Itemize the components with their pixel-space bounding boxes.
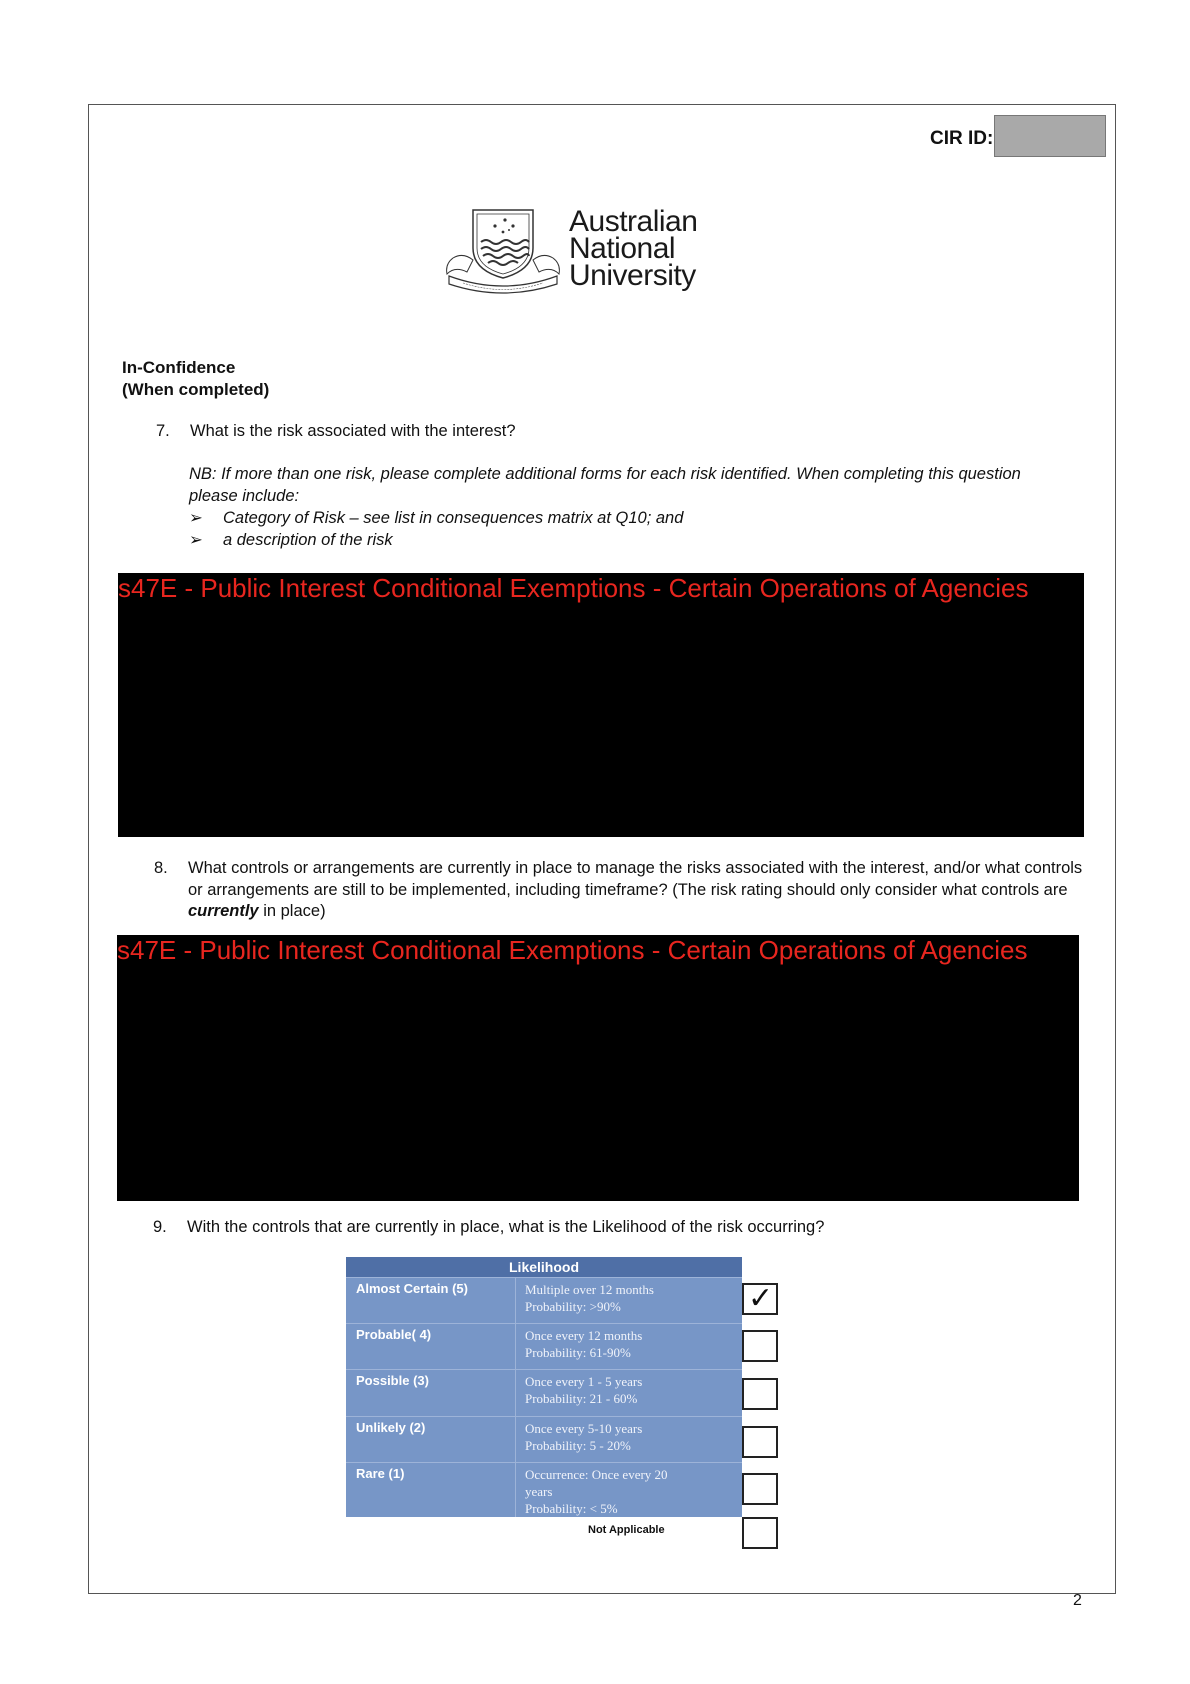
question-7-bullet-2: ➢ a description of the risk: [189, 531, 393, 549]
university-name-line-2: National: [569, 232, 676, 265]
likelihood-level: Rare (1): [356, 1466, 405, 1481]
cir-id-label: CIR ID:: [930, 128, 994, 149]
question-7: [156, 421, 1076, 445]
question-8-number: 8.: [154, 859, 168, 877]
likelihood-row: [346, 1369, 742, 1417]
likelihood-row: [346, 1416, 742, 1463]
checkbox-rare[interactable]: [742, 1473, 778, 1505]
question-8-emphasis: currently: [188, 902, 259, 920]
university-name: [569, 205, 698, 292]
likelihood-description: Multiple over 12 months Probability: >90%: [525, 1282, 654, 1314]
page-number: 2: [1073, 1592, 1082, 1609]
likelihood-row: [346, 1323, 742, 1370]
not-applicable-label: Not Applicable: [588, 1524, 665, 1536]
checkbox-not-applicable[interactable]: [742, 1517, 778, 1549]
likelihood-level: Probable( 4): [356, 1327, 432, 1342]
checkbox-almost-certain[interactable]: [742, 1283, 778, 1315]
likelihood-description: Once every 12 months Probability: 61-90%: [525, 1328, 643, 1360]
classification-line-1: In-Confidence: [122, 358, 236, 377]
redaction-label: s47E - Public Interest Conditional Exemptions - Certain Operations of Agencies: [118, 573, 1029, 603]
likelihood-table-title: Likelihood: [346, 1257, 742, 1277]
likelihood-row: [346, 1462, 742, 1518]
question-7-number: 7.: [156, 422, 170, 440]
question-8-text: What controls or arrangements are currently in place to manage the risks associated with the interest, and/or what controls or arrangements are still to be implemented, including timeframe? (The risk rating should only consider what controls are currently in place): [188, 859, 1083, 920]
university-name-line-3: University: [569, 259, 696, 292]
anu-crest-icon: [443, 204, 563, 302]
likelihood-row: [346, 1277, 742, 1324]
checkmark-icon: ✓: [748, 1282, 774, 1315]
question-9-number: 9.: [153, 1218, 167, 1236]
question-7-note: NB: If more than one risk, please complete additional forms for each risk identified. When completing this question please include:: [189, 465, 1021, 505]
classification: [122, 357, 269, 401]
checkbox-probable[interactable]: [742, 1330, 778, 1362]
classification-line-2: (When completed): [122, 380, 270, 399]
likelihood-level: Almost Certain (5): [356, 1281, 468, 1296]
university-name-line-1: Australian: [569, 205, 698, 238]
question-7-bullet-1: ➢ Category of Risk – see list in consequences matrix at Q10; and: [189, 509, 684, 527]
likelihood-description: Once every 5-10 years Probability: 5 - 20%: [525, 1421, 643, 1453]
question-8: [154, 858, 1094, 924]
arrow-bullet-icon: ➢: [189, 509, 203, 527]
likelihood-level: Possible (3): [356, 1373, 429, 1388]
likelihood-description: Occurrence: Once every 20 years Probability: < 5%: [525, 1467, 668, 1516]
checkbox-unlikely[interactable]: [742, 1426, 778, 1458]
cir-id-field[interactable]: [994, 115, 1106, 157]
redaction-block-q7: [118, 573, 1084, 837]
redaction-block-q8: [117, 935, 1079, 1201]
question-7-text: What is the risk associated with the interest?: [190, 422, 516, 440]
checkbox-possible[interactable]: [742, 1378, 778, 1410]
question-9-text: With the controls that are currently in place, what is the Likelihood of the risk occurring?: [187, 1218, 825, 1236]
redaction-label: s47E - Public Interest Conditional Exemptions - Certain Operations of Agencies: [117, 935, 1028, 965]
likelihood-table: [346, 1257, 742, 1517]
likelihood-level: Unlikely (2): [356, 1420, 426, 1435]
question-9: [153, 1217, 1073, 1241]
arrow-bullet-icon: ➢: [189, 531, 203, 549]
likelihood-description: Once every 1 - 5 years Probability: 21 - 60%: [525, 1374, 643, 1406]
